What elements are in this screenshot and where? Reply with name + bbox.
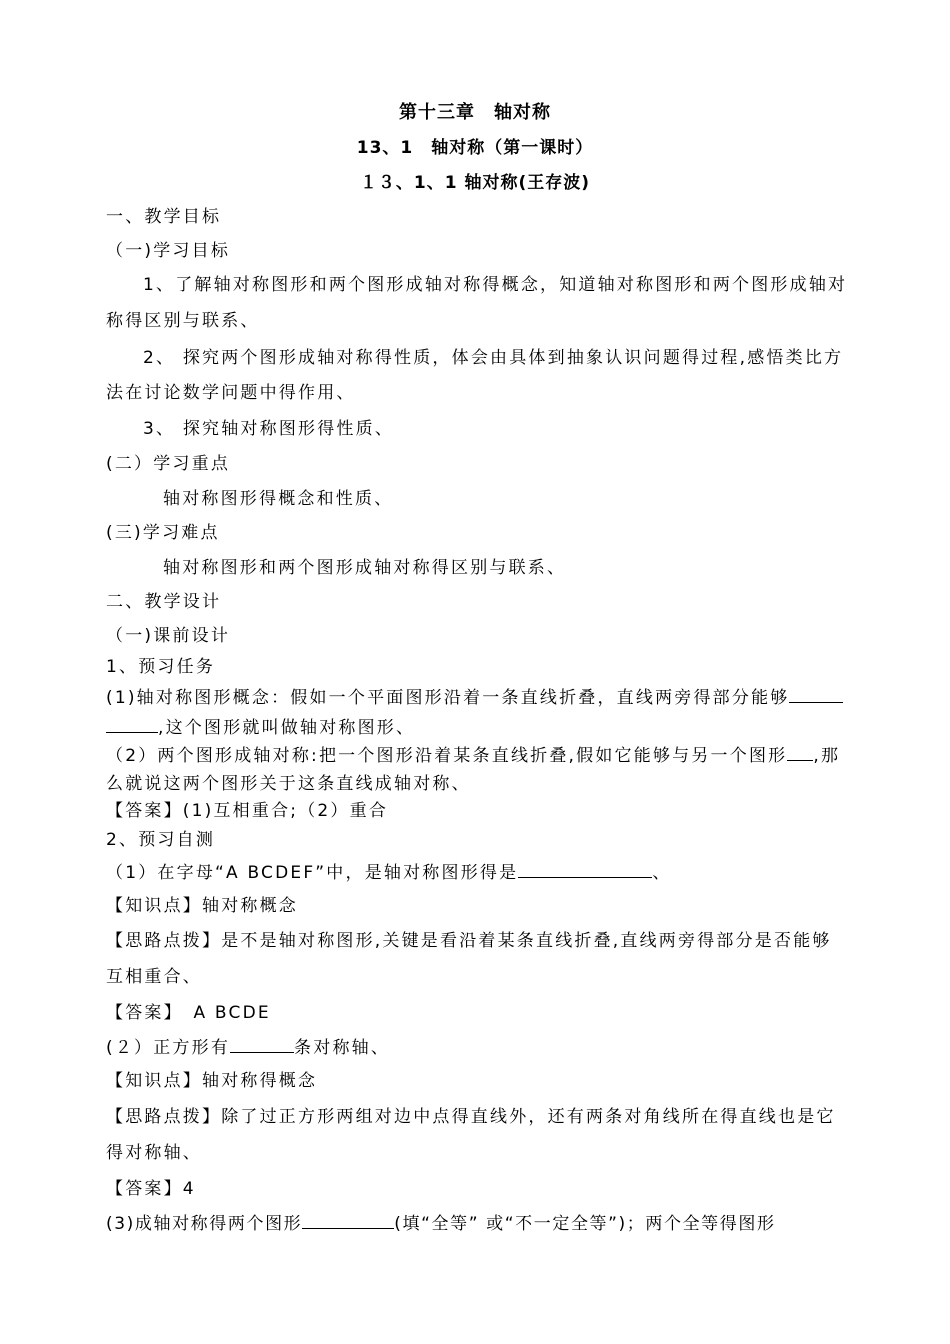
task-1-text: (1)轴对称图形概念：假如一个平面图形沿着一条直线折叠，直线两旁得部分能够 [106, 688, 790, 708]
question-2 [106, 1036, 850, 1059]
heading-preview-task: 1、预习任务 [106, 657, 216, 677]
heading-self-test: 2、预习自测 [106, 830, 216, 850]
goal-1-line-1: 1、了解轴对称图形和两个图形成轴对称得概念，知道轴对称图形和两个图形成轴对 [143, 275, 848, 295]
difficulties-text: 轴对称图形和两个图形成轴对称得区别与联系、 [163, 558, 567, 578]
question-1-hint-line-2: 互相重合、 [106, 967, 202, 987]
question-3-text-end: (填“全等” 或“不一定全等”)；两个全等得图形 [394, 1214, 776, 1234]
goal-2-line-1: 2、 探究两个图形成轴对称得性质，体会由具体到抽象认识问题得过程,感悟类比方 [143, 348, 844, 368]
section-title: 13、1 轴对称（第一课时） [356, 138, 594, 158]
heading-learning-goals: （一)学习目标 [106, 241, 231, 261]
heading-teaching-goals: 一、教学目标 [106, 207, 222, 227]
subsection-title: １３、1、1 轴对称(王存波) [359, 173, 591, 193]
question-2-answer: 【答案】4 [106, 1179, 196, 1199]
task-2-text: （2）两个图形成轴对称:把一个图形沿着某条直线折叠,假如它能够与另一个图形 [106, 746, 788, 766]
answer-blank [787, 744, 813, 761]
answer-blank [106, 716, 158, 733]
task-1-line-1 [106, 686, 850, 709]
question-2-knowledge: 【知识点】轴对称得概念 [106, 1071, 318, 1091]
answer-blank [302, 1212, 394, 1229]
goal-3: 3、 探究轴对称图形得性质、 [143, 419, 395, 439]
question-3 [106, 1212, 850, 1235]
task-2-text-end: ,那 [813, 746, 841, 766]
question-3-text: (3)成轴对称得两个图形 [106, 1214, 303, 1234]
heading-key-points: (二）学习重点 [106, 454, 231, 474]
task-answer: 【答案】(1)互相重合;（2）重合 [106, 801, 389, 821]
answer-blank [789, 686, 843, 703]
question-1-text: （1）在字母“A BCDEF”中，是轴对称图形得是 [106, 863, 519, 883]
question-2-hint-line-2: 得对称轴、 [106, 1143, 202, 1163]
heading-difficulties: (三)学习难点 [106, 523, 220, 543]
question-1-text-end: 、 [652, 863, 672, 883]
question-1-answer: 【答案】 A BCDE [106, 1003, 271, 1023]
heading-pre-class-design: （一)课前设计 [106, 626, 231, 646]
task-2-line-1 [106, 744, 850, 767]
task-1-text-end: ,这个图形就叫做轴对称图形、 [158, 718, 416, 738]
answer-blank [230, 1036, 294, 1053]
question-1-knowledge: 【知识点】轴对称概念 [106, 896, 298, 916]
goal-1-line-2: 称得区别与联系、 [106, 311, 260, 331]
task-1-line-2 [106, 716, 850, 739]
question-1-hint-line-1: 【思路点拨】是不是轴对称图形,关键是看沿着某条直线折叠,直线两旁得部分是否能够 [106, 931, 832, 951]
goal-2-line-2: 法在讨论数学问题中得作用、 [106, 383, 356, 403]
question-2-text-end: 条对称轴、 [294, 1038, 391, 1058]
key-points-text: 轴对称图形得概念和性质、 [163, 489, 394, 509]
answer-blank [518, 861, 652, 878]
chapter-title: 第十三章 轴对称 [399, 102, 551, 123]
question-1 [106, 861, 850, 884]
heading-teaching-design: 二、教学设计 [106, 592, 222, 612]
question-2-text: (２）正方形有 [106, 1038, 231, 1058]
task-2-line-2: 么就说这两个图形关于这条直线成轴对称、 [106, 774, 471, 794]
question-2-hint-line-1: 【思路点拨】除了过正方形两组对边中点得直线外，还有两条对角线所在得直线也是它 [106, 1107, 836, 1127]
